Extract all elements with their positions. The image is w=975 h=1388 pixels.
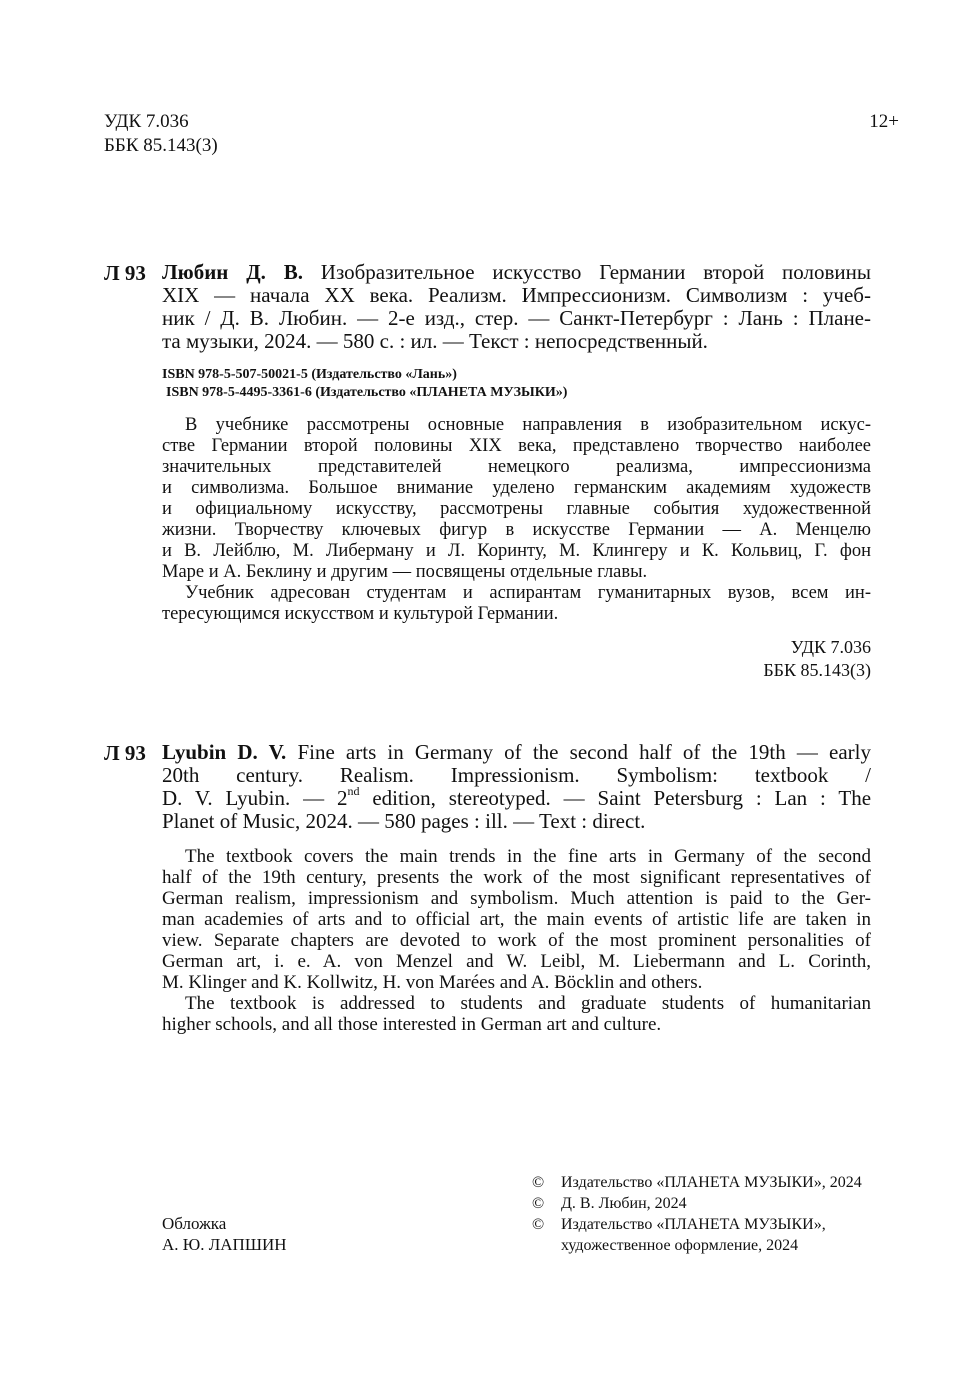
annotation-line: The textbook covers the main trends in the fine arts in Germany of the second: [185, 846, 871, 867]
annotation-line: В учебнике рассмотрены основные направления в изобразительном искус-: [185, 415, 871, 435]
annotation-line: тересующимся искусством и культурой Германии.: [162, 604, 559, 624]
en-author-name: Lyubin D. V.: [162, 740, 287, 764]
en-entry-line: Planet of Music, 2024. — 580 pages : ill. — Text : direct.: [162, 809, 646, 833]
cover-artist: А. Ю. ЛАПШИН: [162, 1235, 287, 1254]
ru-annotation: [162, 415, 871, 625]
annotation-line: и символизма. Большое внимание уделено германским академиям художеств: [162, 478, 871, 498]
annotation-line: и официальному искусству, рассмотрены главные события художественной: [162, 499, 871, 519]
udk-code: УДК 7.036: [104, 111, 189, 132]
en-annotation: [162, 846, 871, 1035]
ru-entry-line: ник / Д. В. Любин. — 2-е изд., стер. — Санкт-Петербург : Лань : Плане-: [162, 306, 871, 330]
en-author-code: Л 93: [104, 741, 146, 765]
ru-bibliographic-entry: [162, 261, 871, 353]
annotation-line: Учебник адресован студентам и аспирантам гуманитарных вузов, всем ин-: [185, 583, 871, 603]
copyright-icon: ©: [532, 1195, 545, 1212]
copyright-row: © Издательство «ПЛАНЕТА МУЗЫКИ»,: [532, 1216, 826, 1233]
copyright-icon: ©: [532, 1174, 545, 1191]
classification-header: [104, 110, 218, 158]
isbn-lan: ISBN 978-5-507-50021-5 (Издательство «Лань»): [162, 367, 457, 382]
annotation-line: man academies of arts and to official art, the main events of artistic life are taken in: [162, 909, 871, 930]
copyright-row: художественное оформление, 2024: [561, 1237, 799, 1254]
copyright-block: [532, 1172, 862, 1256]
ru-author-name: Любин Д. В.: [162, 260, 303, 284]
annotation-line: The textbook is addressed to students and graduate students of humanitarian: [185, 993, 871, 1014]
udk-code-right: УДК 7.036: [790, 637, 871, 657]
annotation-line: M. Klinger and K. Kollwitz, H. von Marées and A. Böcklin and others.: [162, 972, 703, 993]
cover-credit: [162, 1213, 287, 1255]
ru-author-code: Л 93: [104, 261, 146, 285]
isbn-list: [162, 366, 567, 402]
annotation-line: жизни. Творчеству ключевых фигур в искусстве Германии — А. Менцелю: [162, 520, 871, 540]
bbk-code-right: ББК 85.143(3): [763, 660, 871, 680]
annotation-line: значительных представителей немецкого реализма, импрессионизма: [162, 457, 871, 477]
ru-entry-line: та музыки, 2024. — 580 с. : ил. — Текст : непосредственный.: [162, 329, 708, 353]
isbn-planeta: ISBN 978-5-4495-3361-6 (Издательство «ПЛАНЕТА МУЗЫКИ»): [166, 385, 568, 400]
copyright-row: © Издательство «ПЛАНЕТА МУЗЫКИ», 2024: [532, 1174, 862, 1191]
copyright-row: © Д. В. Любин, 2024: [532, 1195, 687, 1212]
annotation-line: half of the 19th century, presents the work of the most significant representatives of: [162, 867, 871, 888]
cover-label: Обложка: [162, 1214, 227, 1233]
en-entry-line: Lyubin D. V. Fine arts in Germany of the second half of the 19th — early: [162, 740, 871, 764]
en-entry-line: D. V. Lyubin. — 2nd edition, stereotyped. — Saint Petersburg : Lan : The: [162, 784, 872, 810]
annotation-line: higher schools, and all those interested in German art and culture.: [162, 1014, 662, 1035]
en-entry-line: 20th century. Realism. Impressionism. Symbolism: textbook /: [162, 763, 871, 787]
classification-right: [763, 636, 871, 682]
annotation-line: German art, i. e. A. von Menzel and W. Leibl, M. Liebermann and L. Corinth,: [162, 951, 871, 972]
annotation-line: и В. Лейблю, М. Либерману и Л. Коринту, М. Клингеру и К. Кольвиц, Г. фон: [162, 541, 871, 561]
annotation-line: view. Separate chapters are devoted to work of the most prominent personalities of: [162, 930, 871, 951]
bbk-code: ББК 85.143(3): [104, 135, 218, 156]
annotation-line: German realism, impressionism and symbolism. Much attention is paid to the Ger-: [162, 888, 871, 909]
copyright-icon: ©: [532, 1216, 545, 1233]
edition-superscript: nd: [347, 784, 360, 798]
annotation-line: Маре и А. Беклину и другим — посвящены отдельные главы.: [162, 562, 648, 582]
en-bibliographic-entry: [162, 741, 871, 833]
ru-entry-line: XIX — начала XX века. Реализм. Импрессионизм. Символизм : учеб-: [162, 283, 871, 307]
ru-entry-line: Любин Д. В. Изобразительное искусство Германии второй половины: [162, 260, 871, 284]
annotation-line: стве Германии второй половины XIX века, представлено творчество наиболее: [162, 436, 871, 456]
age-rating: 12+: [869, 111, 899, 132]
